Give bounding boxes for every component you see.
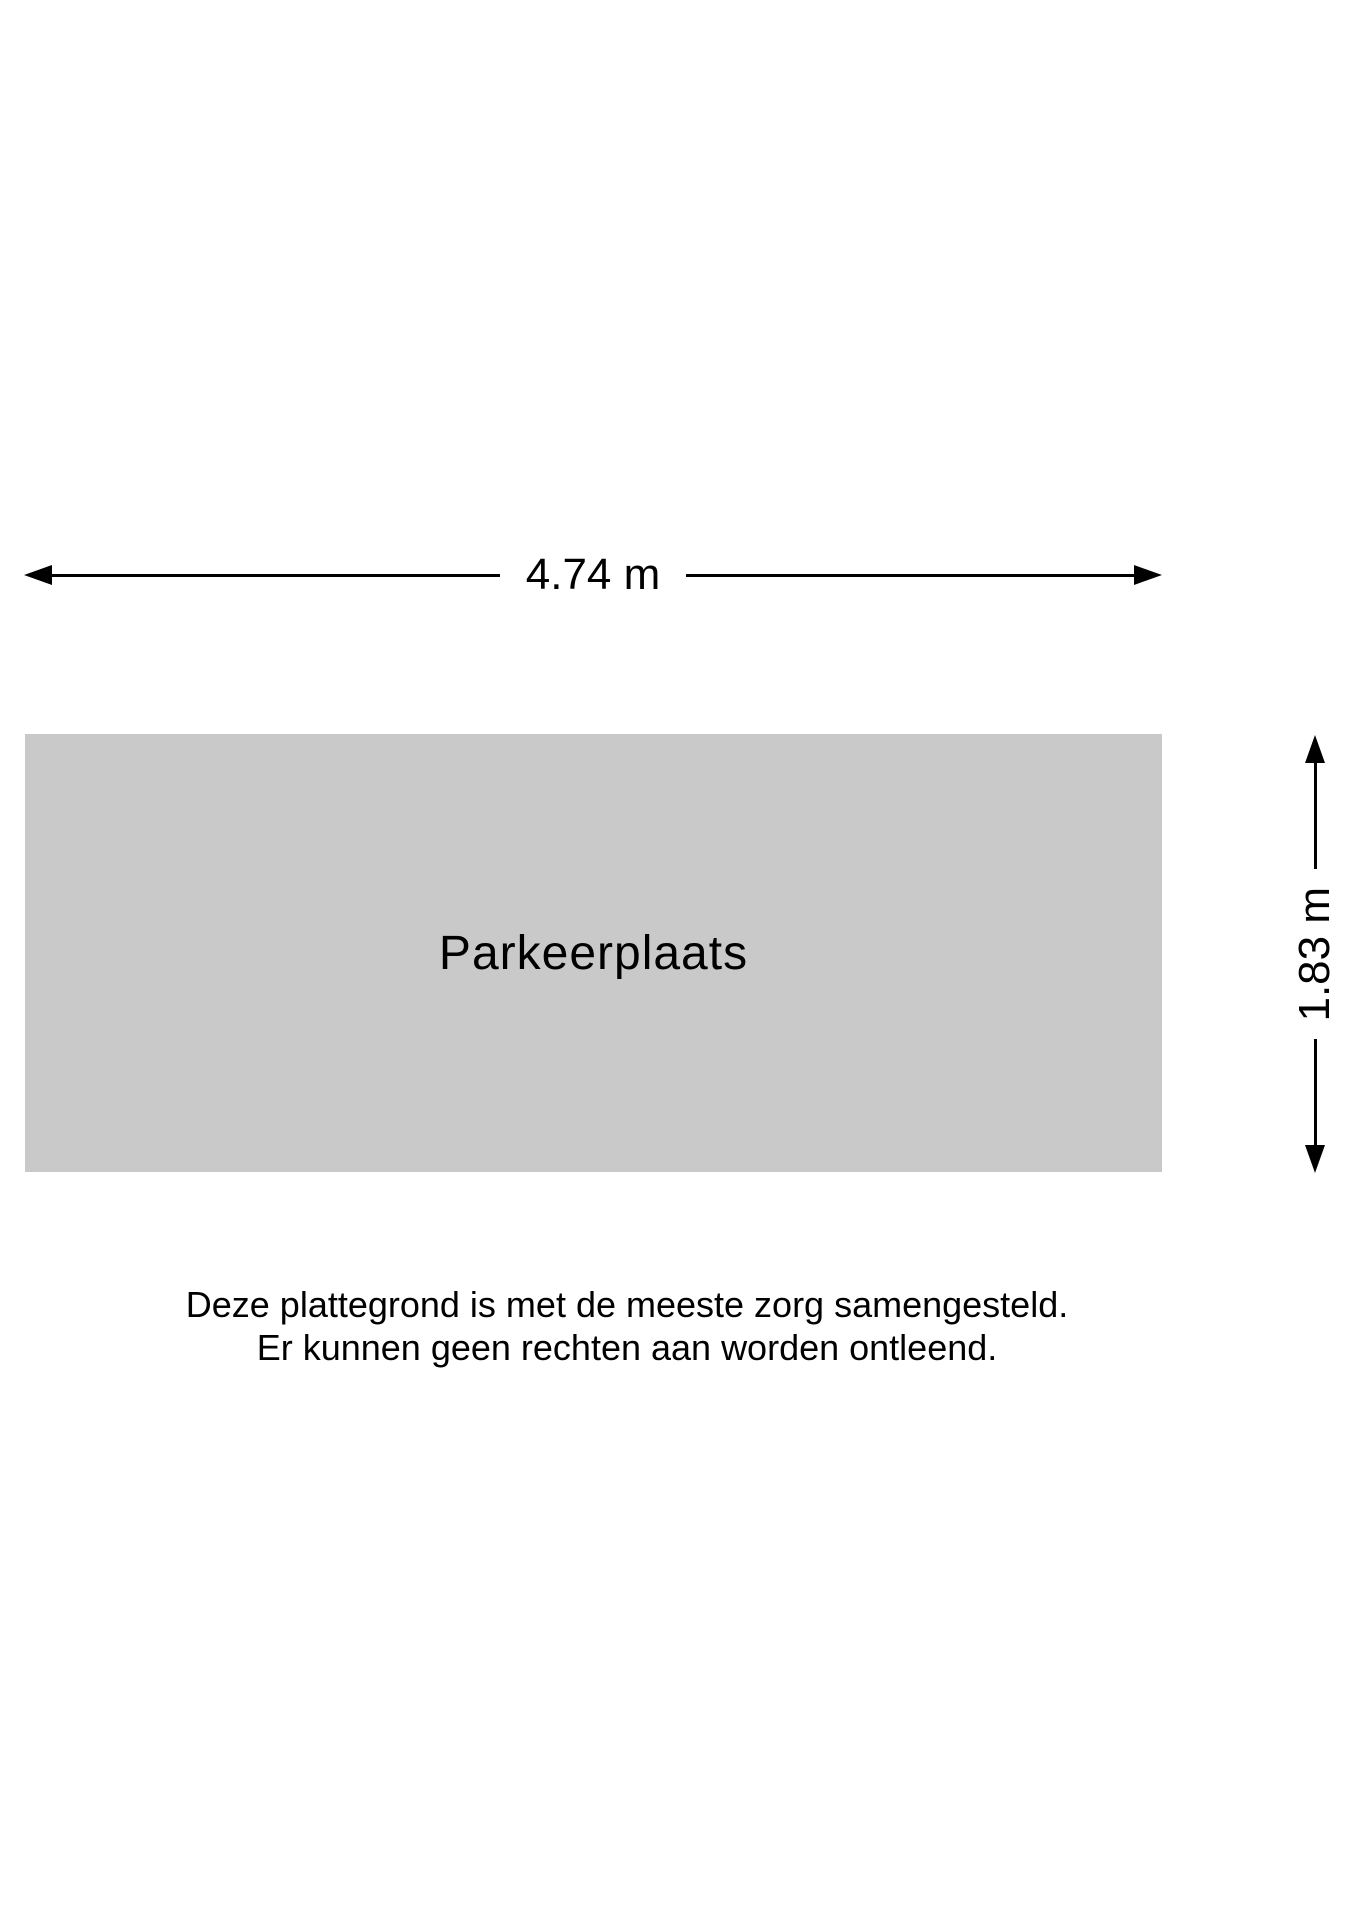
arrowhead-left-icon [24, 565, 52, 585]
arrowhead-up-icon [1305, 735, 1325, 763]
height-dimension [1289, 735, 1341, 1173]
dimension-line-right [686, 574, 1134, 577]
room-parkeerplaats [25, 734, 1162, 1172]
dimension-line-bottom [1314, 1039, 1317, 1145]
width-dimension-label: 4.74 m [525, 550, 661, 599]
disclaimer-line1: Deze plattegrond is met de meeste zorg samengesteld. [185, 1284, 1069, 1325]
height-dimension-label: 1.83 m [1290, 886, 1339, 1022]
arrowhead-right-icon [1134, 565, 1162, 585]
arrowhead-down-icon [1305, 1145, 1325, 1173]
dimension-line-top [1314, 763, 1317, 869]
room-label: Parkeerplaats [438, 926, 749, 980]
width-dimension [24, 549, 1162, 601]
disclaimer-line2: Er kunnen geen rechten aan worden ontleend. [256, 1327, 998, 1368]
disclaimer [0, 1283, 1254, 1369]
dimension-line-left [52, 574, 500, 577]
